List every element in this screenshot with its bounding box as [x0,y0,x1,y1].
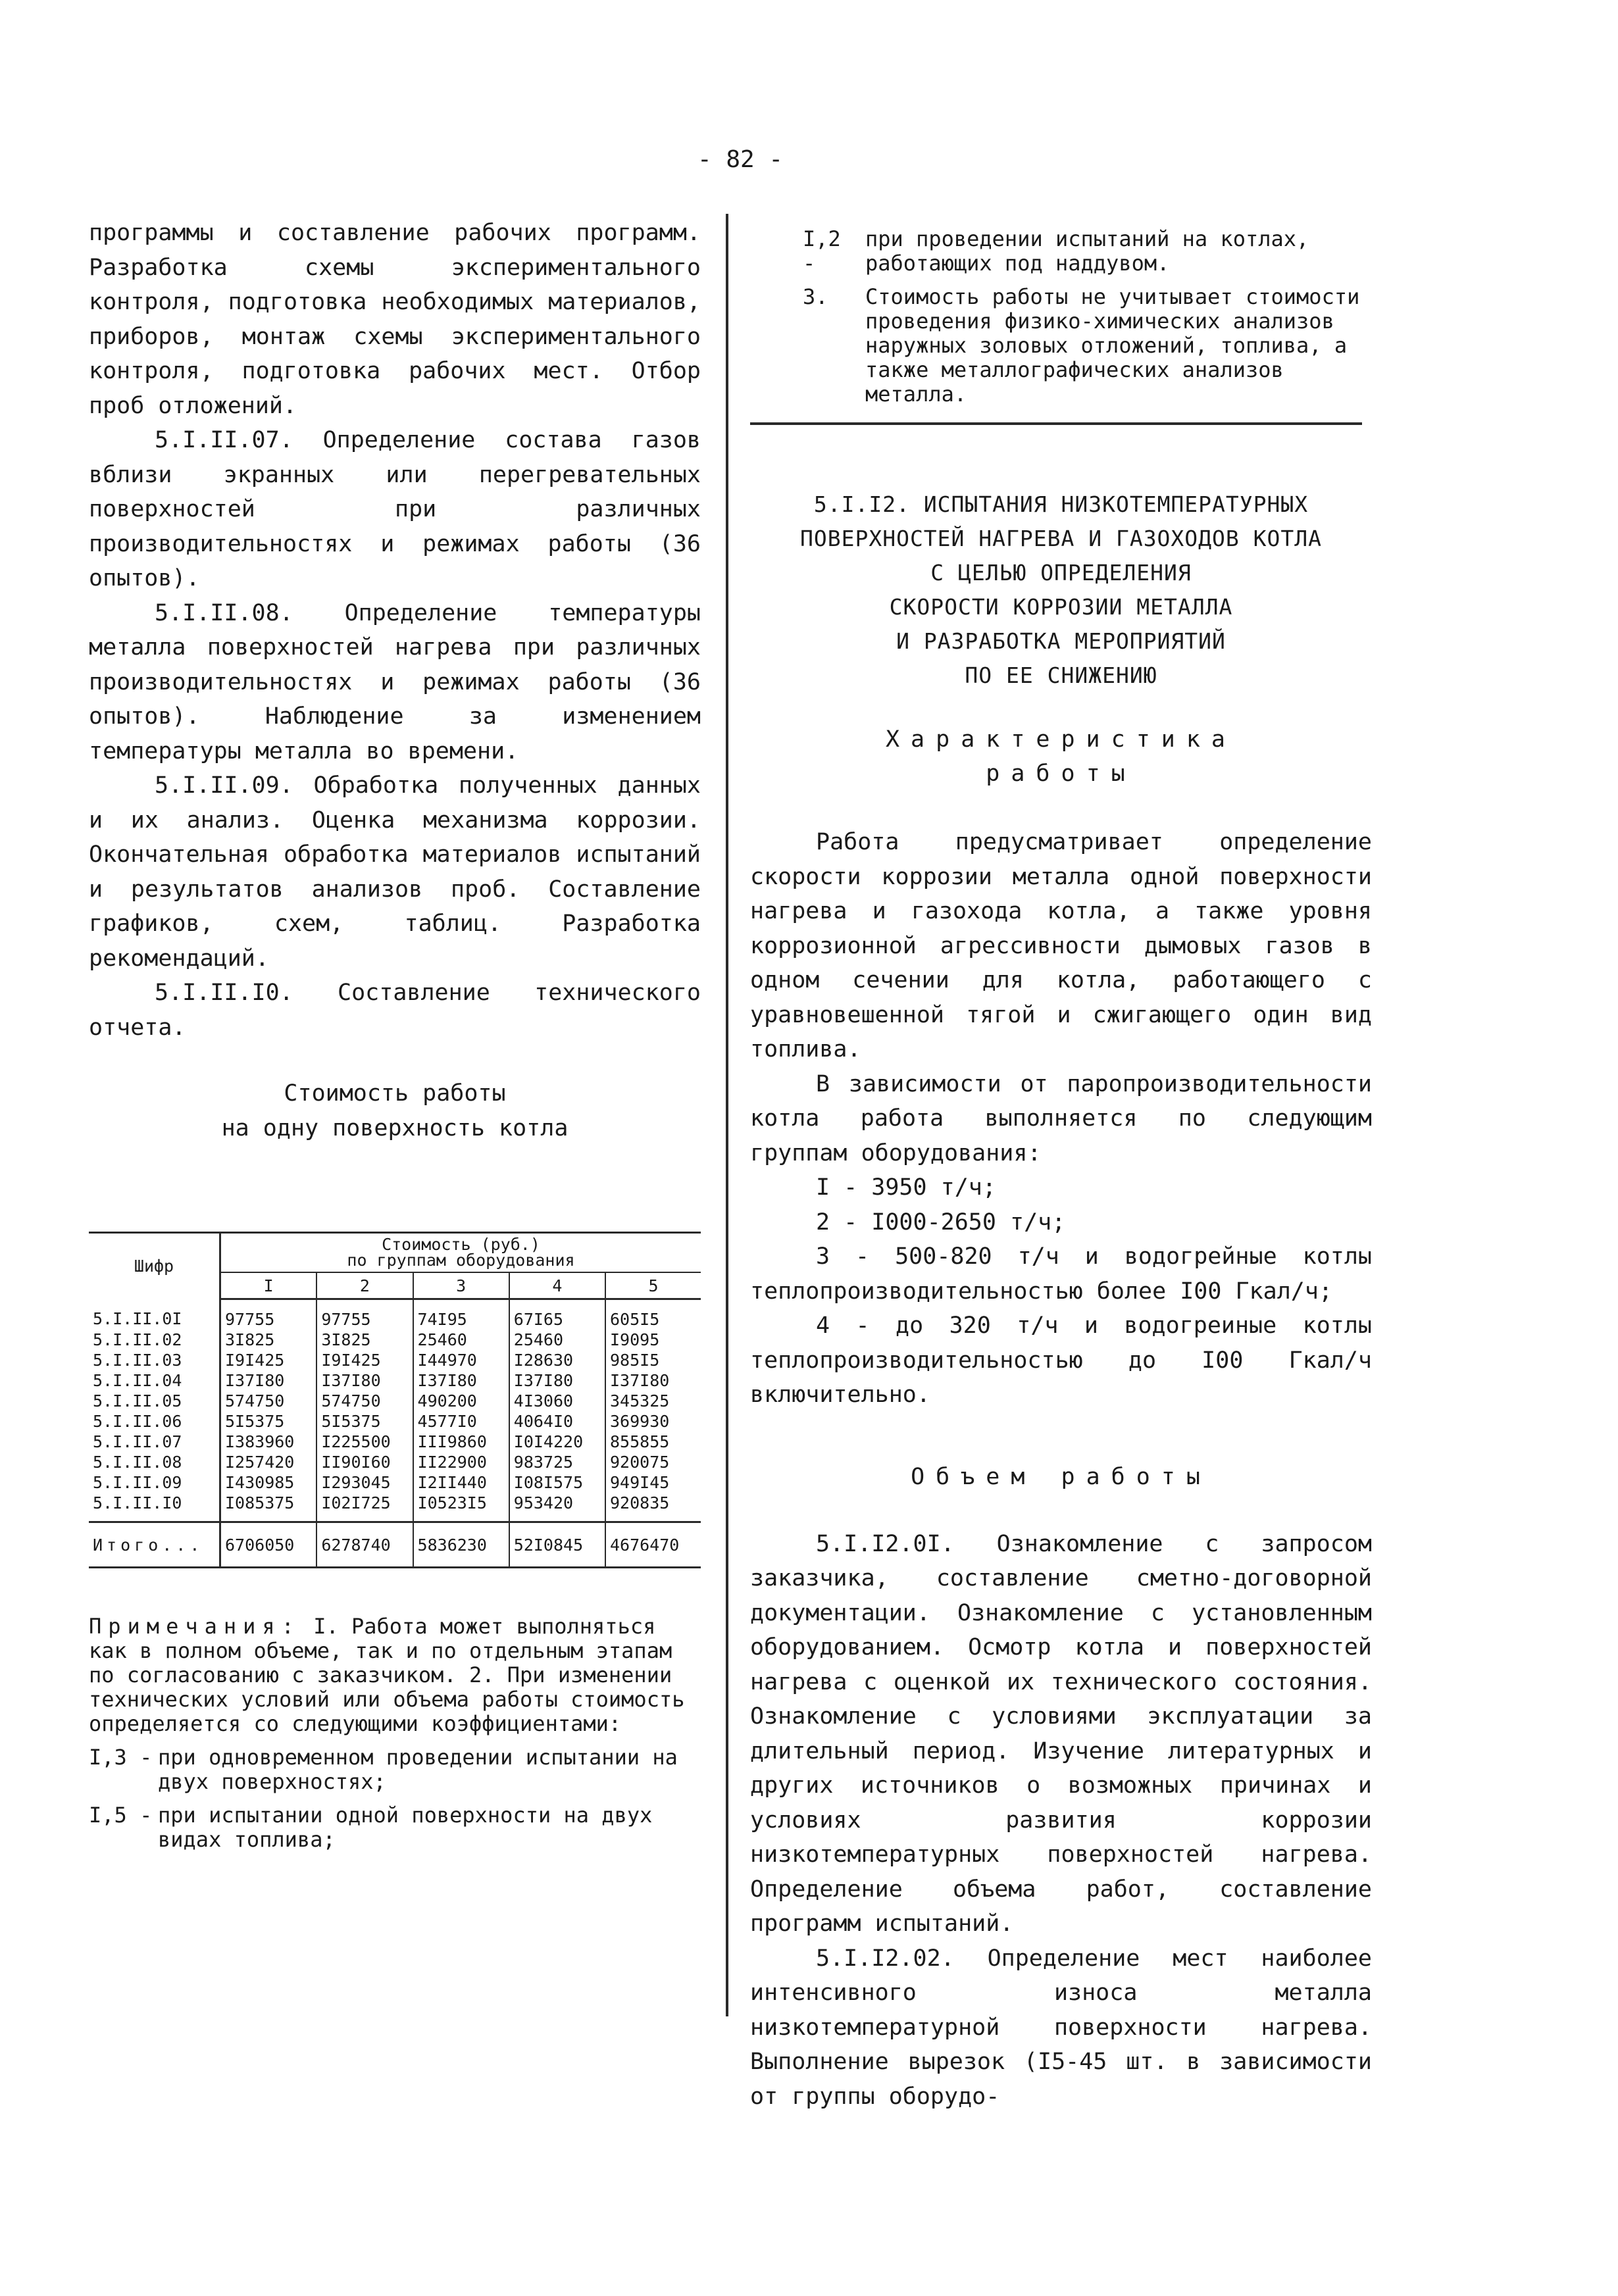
right-column [750,227,1372,2114]
cost-table-body [89,1299,701,1522]
cost-cell: I08I575 [509,1472,605,1493]
characteristic-heading-line-1: Характеристика [885,726,1236,753]
cost-cell: I37I80 [316,1370,413,1391]
coefficient-description: при испытании одной поверхности на двух видах топлива; [158,1803,653,1852]
cost-cell: 920075 [609,1453,670,1472]
table-row [89,1411,701,1432]
coefficient-description: при одновременном проведении испытании на двух поверхностях; [158,1745,678,1794]
table-row [89,1299,701,1330]
group-item-4: 4 - до 320 т/ч и водогреиные котлы теплопроизводительностью до I00 Гкал/ч включительно. [750,1312,1372,1408]
table-row [89,1370,701,1391]
section-title-line: ПО ЕЕ СНИЖЕНИЮ [965,662,1157,688]
coefficient-item [89,1745,701,1794]
section-title-line: С ЦЕЛЬЮ ОПРЕДЕЛЕНИЯ [930,560,1192,586]
cost-cell: I225500 [316,1432,413,1452]
row-code: 5.I.II.03 [89,1350,220,1370]
paragraph-task-09: 5.I.II.09. Обработка полученных данных и их анализ. Оценка механизма коррозии. Окончательная обработка материалов испытаний и результатов анализов проб. Составление графиков, схем, таблиц. Разработка рекомендаций. [89,772,701,972]
cost-cell: I44970 [413,1350,509,1370]
characteristic-heading [750,722,1372,791]
table-caption-line-2: на одну поверхность котла [221,1115,569,1141]
total-cell: 6278740 [316,1522,413,1568]
group-number-header: 4 [509,1272,605,1299]
total-cell: 5836230 [413,1522,509,1568]
cost-cell: 983725 [509,1452,605,1472]
row-code: 5.I.II.09 [89,1472,220,1493]
paragraph-characteristic: Работа предусматривает определение скорости коррозии металла одной поверхности нагрева и газохода котла, а также уровня коррозионной агрессивности дымовых газов в одном сечении для котла, работающего с уравновешенной тягой и сжигающего один вид топлива. [750,829,1372,1062]
page-number: - 82 - [697,146,784,173]
paragraph-task-12-01: 5.I.I2.0I. Ознакомление с запросом заказчика, составление сметно-договорной документации. Ознакомление с установленным оборудованием. Осмотр котла и поверхностей нагрева с оценкой их технического состояния. Ознакомление с условиями эксплуатации за длительный период. Изучение литературных и других источников о возможных причинах и условиях развития коррозии низкотемпературных поверхностей нагрева. Определение объема работ, составление программ испытаний. [750,1530,1372,1937]
cost-cell: 574750 [220,1391,317,1411]
cost-cell: I37I80 [609,1371,670,1390]
cost-cell: I37I80 [220,1370,317,1391]
cost-cell: I085375 [220,1493,317,1522]
cost-cell: 4577I0 [413,1411,509,1432]
row-code: 5.I.II.06 [89,1411,220,1432]
coefficient-item [89,1803,701,1852]
scope-heading: Объем работы [911,1463,1211,1490]
coefficient-value: I,5 - [89,1803,153,1828]
cost-cell: I383960 [220,1432,317,1452]
coefficient-item [750,227,1372,276]
note-description: Стоимость работы не учитывает стоимости проведения физико-химических анализов наружных золовых отложений, топлива, а также металлографических анализов металла. [865,284,1360,407]
total-cell: 6706050 [220,1522,317,1568]
table-row [89,1391,701,1411]
cost-cell: 953420 [509,1493,605,1522]
notes-text: I. Работа может выполняться как в полном объеме, так и по отдельным этапам по согласованию с заказчиком. 2. При изменении технических условий или объема работы стоимость определяется со следующими коэффициентами: [89,1614,685,1736]
total-cell: 4676470 [605,1522,701,1568]
note-number: 3. [803,284,828,309]
table-row [89,1432,701,1452]
section-title-line: СКОРОСТИ КОРРОЗИИ МЕТАЛЛА [889,594,1233,620]
group-number-header: 5 [605,1272,701,1299]
cost-cell: 345325 [609,1391,670,1410]
cost-cell: I37I80 [413,1370,509,1391]
total-row [89,1522,701,1568]
row-code: 5.I.II.07 [89,1432,220,1452]
paragraph-task-08: 5.I.II.08. Определение температуры металла поверхностей нагрева при различных производительностях и режимах работы (36 опытов). Наблюдение за изменением температуры металла во времени. [89,599,701,764]
section-title [750,487,1372,693]
column-header-code: Шифр [89,1233,220,1299]
cost-cell: 949I45 [609,1473,670,1492]
group-header-line-2: по группам оборудования [347,1251,575,1270]
cost-cell: 985I5 [609,1351,660,1370]
table-row [89,1452,701,1472]
paragraph-task-12-02: 5.I.I2.02. Определение мест наиболее интенсивного износа металла низкотемпературной поверхности нагрева. Выполнение вырезок (I5-45 шт. в зависимости от группы оборудо- [750,1945,1372,2110]
notes-label: Примечания: [89,1614,301,1639]
row-code: 5.I.II.I0 [89,1493,220,1522]
total-cell: 52I0845 [509,1522,605,1568]
total-label: Итого... [89,1522,220,1568]
section-title-line: 5.I.I2. ИСПЫТАНИЯ НИЗКОТЕМПЕРАТУРНЫХ [813,491,1309,517]
cost-cell: I293045 [316,1472,413,1493]
group-number-header: 2 [316,1272,413,1299]
cost-cell: 369930 [609,1412,670,1431]
cost-cell: I9095 [609,1330,660,1349]
cost-cell: 574750 [316,1391,413,1411]
cost-cell: 97755 [220,1299,317,1330]
cost-cell: 5I5375 [316,1411,413,1432]
note-item-3 [750,285,1372,407]
coefficient-value: I,2 - [803,226,841,276]
cost-cell: II90I60 [316,1452,413,1472]
cost-cell: I28630 [509,1350,605,1370]
cost-cell: I9I425 [220,1350,317,1370]
row-code: 5.I.II.0I [89,1299,220,1330]
section-title-line: И РАЗРАБОТКА МЕРОПРИЯТИЙ [896,628,1226,654]
cost-cell: 74I95 [413,1299,509,1330]
cost-cell: III9860 [413,1432,509,1452]
table-row [89,1330,701,1350]
cost-cell: I0523I5 [413,1493,509,1522]
paragraph-groups-intro: В зависимости от паропроизводительности котла работа выполняется по следующим группам оборудования: [750,1070,1372,1166]
cost-cell: II22900 [413,1452,509,1472]
cost-cell: 67I65 [509,1299,605,1330]
cost-cell: I02I725 [316,1493,413,1522]
cost-cell: 920835 [609,1493,670,1512]
group-item-1: I - 3950 т/ч; [816,1174,996,1201]
cost-cell: 4I3060 [509,1391,605,1411]
column-header-group [220,1233,701,1273]
column-divider [726,214,728,2016]
table-caption-line-1: Стоимость работы [284,1080,506,1107]
cost-cell: I37I80 [509,1370,605,1391]
paragraph-task-10: 5.I.II.I0. Составление технического отчета. [89,980,701,1041]
cost-cell: 97755 [316,1299,413,1330]
group-item-3: 3 - 500-820 т/ч и водогрейные котлы теплопроизводительностью более I00 Гкал/ч; [750,1243,1372,1305]
section-rule [750,422,1362,425]
cost-cell: 855855 [609,1432,670,1451]
cost-cell: 25460 [413,1330,509,1350]
group-number-header: I [220,1272,317,1299]
cost-cell: I0I4220 [509,1432,605,1452]
cost-cell: 25460 [509,1330,605,1350]
row-code: 5.I.II.02 [89,1330,220,1350]
cost-cell: 490200 [413,1391,509,1411]
row-code: 5.I.II.04 [89,1370,220,1391]
characteristic-heading-line-2: работы [986,761,1136,787]
cost-cell: I9I425 [316,1350,413,1370]
cost-cell: I430985 [220,1472,317,1493]
cost-cell: 4064I0 [509,1411,605,1432]
cost-cell: I257420 [220,1452,317,1472]
paragraph-continuation: программы и составление рабочих программ. Разработка схемы экспериментального контроля, подготовка необходимых материалов, приборов, монтаж схемы экспериментального контроля, подготовка рабочих мест. Отбор проб отложений. [89,220,701,419]
coefficient-value: I,3 - [89,1745,153,1770]
table-row [89,1493,701,1522]
cost-table [89,1232,701,1568]
cost-cell: 605I5 [609,1310,660,1329]
cost-cell: 3I825 [220,1330,317,1350]
group-item-2: 2 - I000-2650 т/ч; [816,1209,1066,1235]
cost-cell: I2II440 [413,1472,509,1493]
row-code: 5.I.II.08 [89,1452,220,1472]
cost-cell: 3I825 [316,1330,413,1350]
group-number-header: 3 [413,1272,509,1299]
table-caption [89,1076,701,1146]
row-code: 5.I.II.05 [89,1391,220,1411]
paragraph-task-07: 5.I.II.07. Определение состава газов вблизи экранных или перегревательных поверхностей при различных производительностях и режимах работы (36 опытов). [89,427,701,591]
table-row [89,1472,701,1493]
section-title-line: ПОВЕРХНОСТЕЙ НАГРЕВА И ГАЗОХОДОВ КОТЛА [800,526,1322,551]
group-header-line-1: Стоимость (руб.) [382,1235,540,1254]
coefficient-description: при проведении испытаний на котлах, работающих под наддувом. [865,226,1309,276]
table-row [89,1350,701,1370]
left-column [89,216,701,1852]
cost-cell: 5I5375 [220,1411,317,1432]
notes-block [89,1614,701,1852]
